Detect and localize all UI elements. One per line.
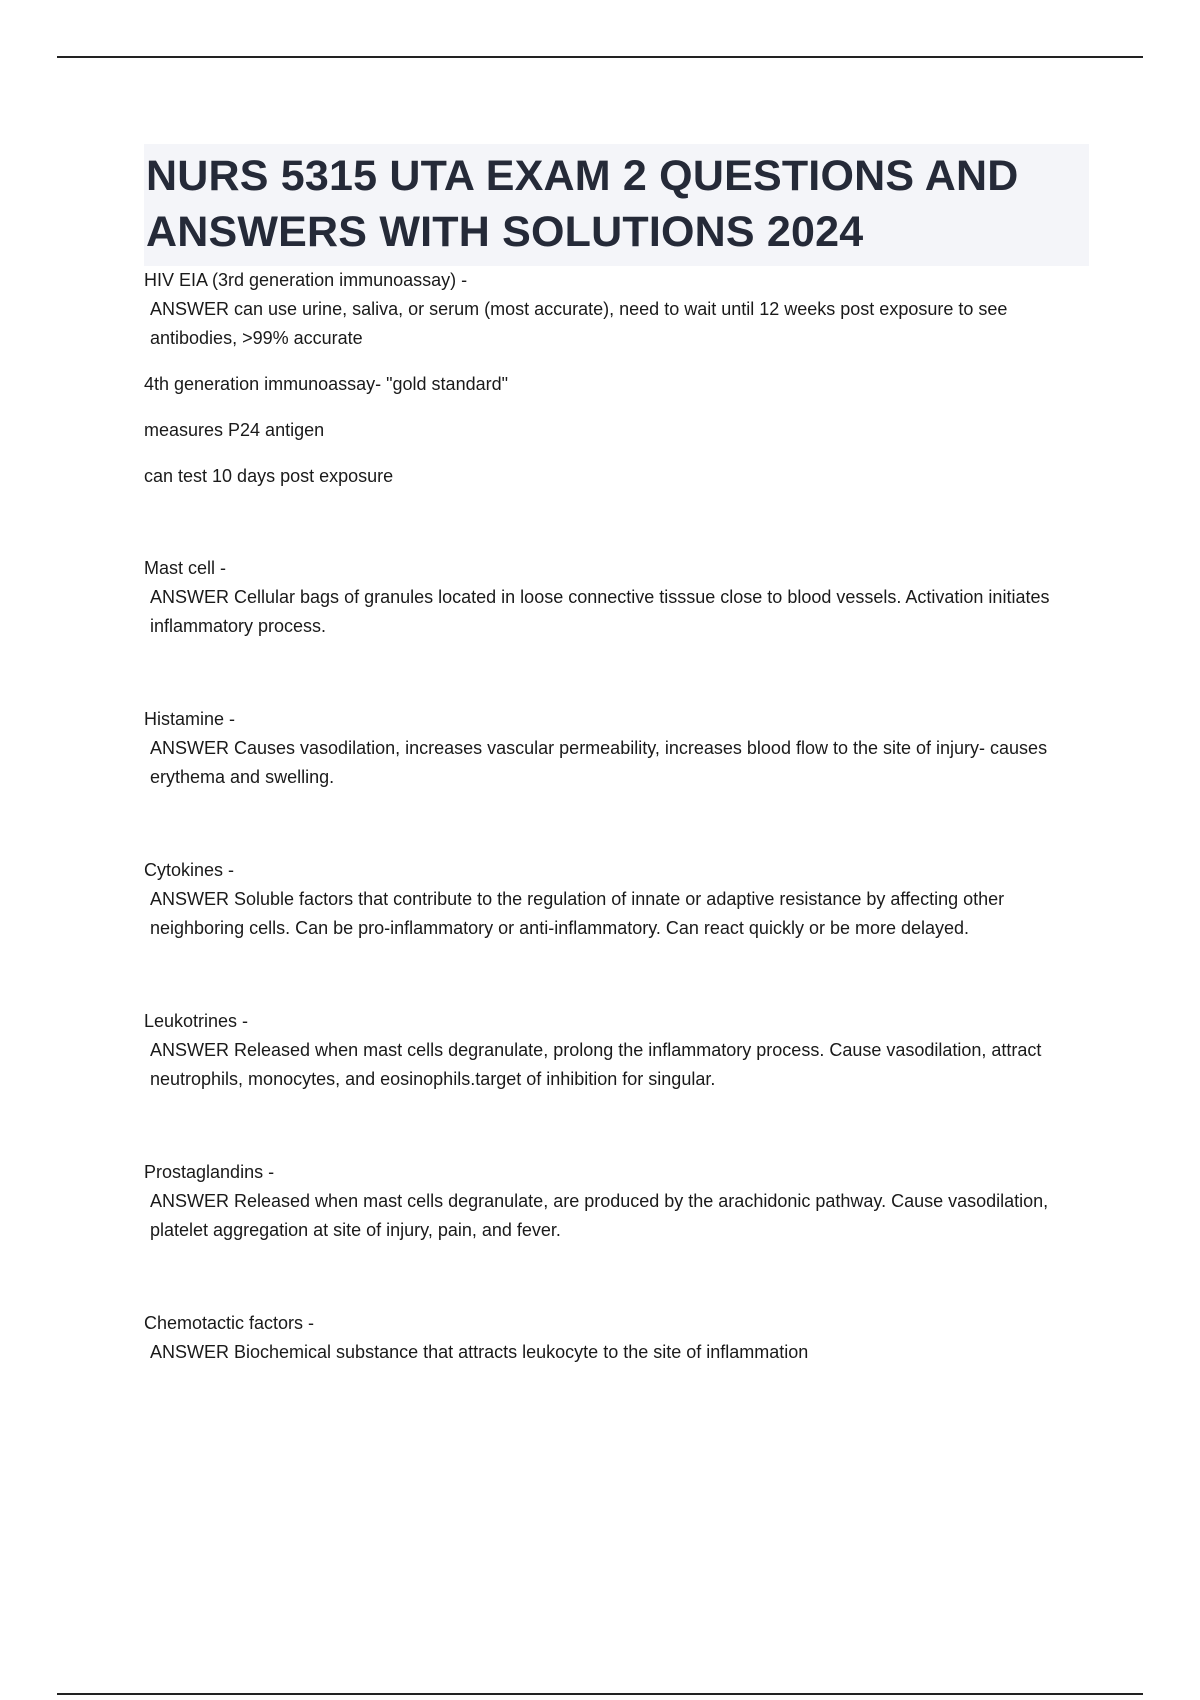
document-body — [144, 144, 1089, 1367]
qa-entry-cytokines — [144, 856, 1089, 943]
question-text: HIV EIA (3rd generation immunoassay) - — [144, 270, 468, 290]
document-title: NURS 5315 UTA EXAM 2 QUESTIONS AND ANSWERS WITH SOLUTIONS 2024 — [146, 152, 1019, 256]
question-text: Mast cell - — [144, 558, 227, 578]
question-text: Histamine - — [144, 709, 236, 729]
extra-line: measures P24 antigen — [144, 420, 325, 440]
qa-entry-hiv-eia — [144, 266, 1089, 491]
answer-text: ANSWER Cellular bags of granules located in loose connective tisssue close to blood vessels. Activation initiates inflammatory process. — [150, 587, 1055, 636]
qa-entry-mast-cell — [144, 554, 1089, 641]
qa-entry-leukotrines — [144, 1007, 1089, 1094]
question-text: Cytokines - — [144, 860, 235, 880]
qa-entry-histamine — [144, 705, 1089, 792]
qa-entry-chemotactic-factors — [144, 1309, 1089, 1367]
title-block — [144, 144, 1089, 266]
top-rule — [57, 56, 1143, 58]
answer-text: ANSWER Released when mast cells degranulate, prolong the inflammatory process. Cause vasodilation, attract neutrophils, monocytes, and eosinophils.target of inhibition for singular. — [150, 1040, 1047, 1089]
extra-line: can test 10 days post exposure — [144, 466, 394, 486]
answer-text: ANSWER Soluble factors that contribute to the regulation of innate or adaptive resistance by affecting other neighboring cells. Can be pro-inflammatory or anti-inflammatory. Can react quickly or be more delayed. — [150, 889, 1010, 938]
answer-text: ANSWER Causes vasodilation, increases vascular permeability, increases blood flow to the site of injury- causes erythema and swelling. — [150, 738, 1053, 787]
answer-text: ANSWER Released when mast cells degranulate, are produced by the arachidonic pathway. Cause vasodilation, platelet aggregation at site of injury, pain, and fever. — [150, 1191, 1054, 1240]
answer-text: ANSWER can use urine, saliva, or serum (most accurate), need to wait until 12 weeks post exposure to see antibodies, >99% accurate — [150, 299, 1013, 348]
answer-text: ANSWER Biochemical substance that attracts leukocyte to the site of inflammation — [150, 1342, 809, 1362]
extra-line: 4th generation immunoassay- "gold standard" — [144, 374, 508, 394]
question-text: Chemotactic factors - — [144, 1313, 315, 1333]
qa-entry-prostaglandins — [144, 1158, 1089, 1245]
bottom-rule — [57, 1693, 1143, 1695]
question-text: Leukotrines - — [144, 1011, 249, 1031]
question-text: Prostaglandins - — [144, 1162, 275, 1182]
